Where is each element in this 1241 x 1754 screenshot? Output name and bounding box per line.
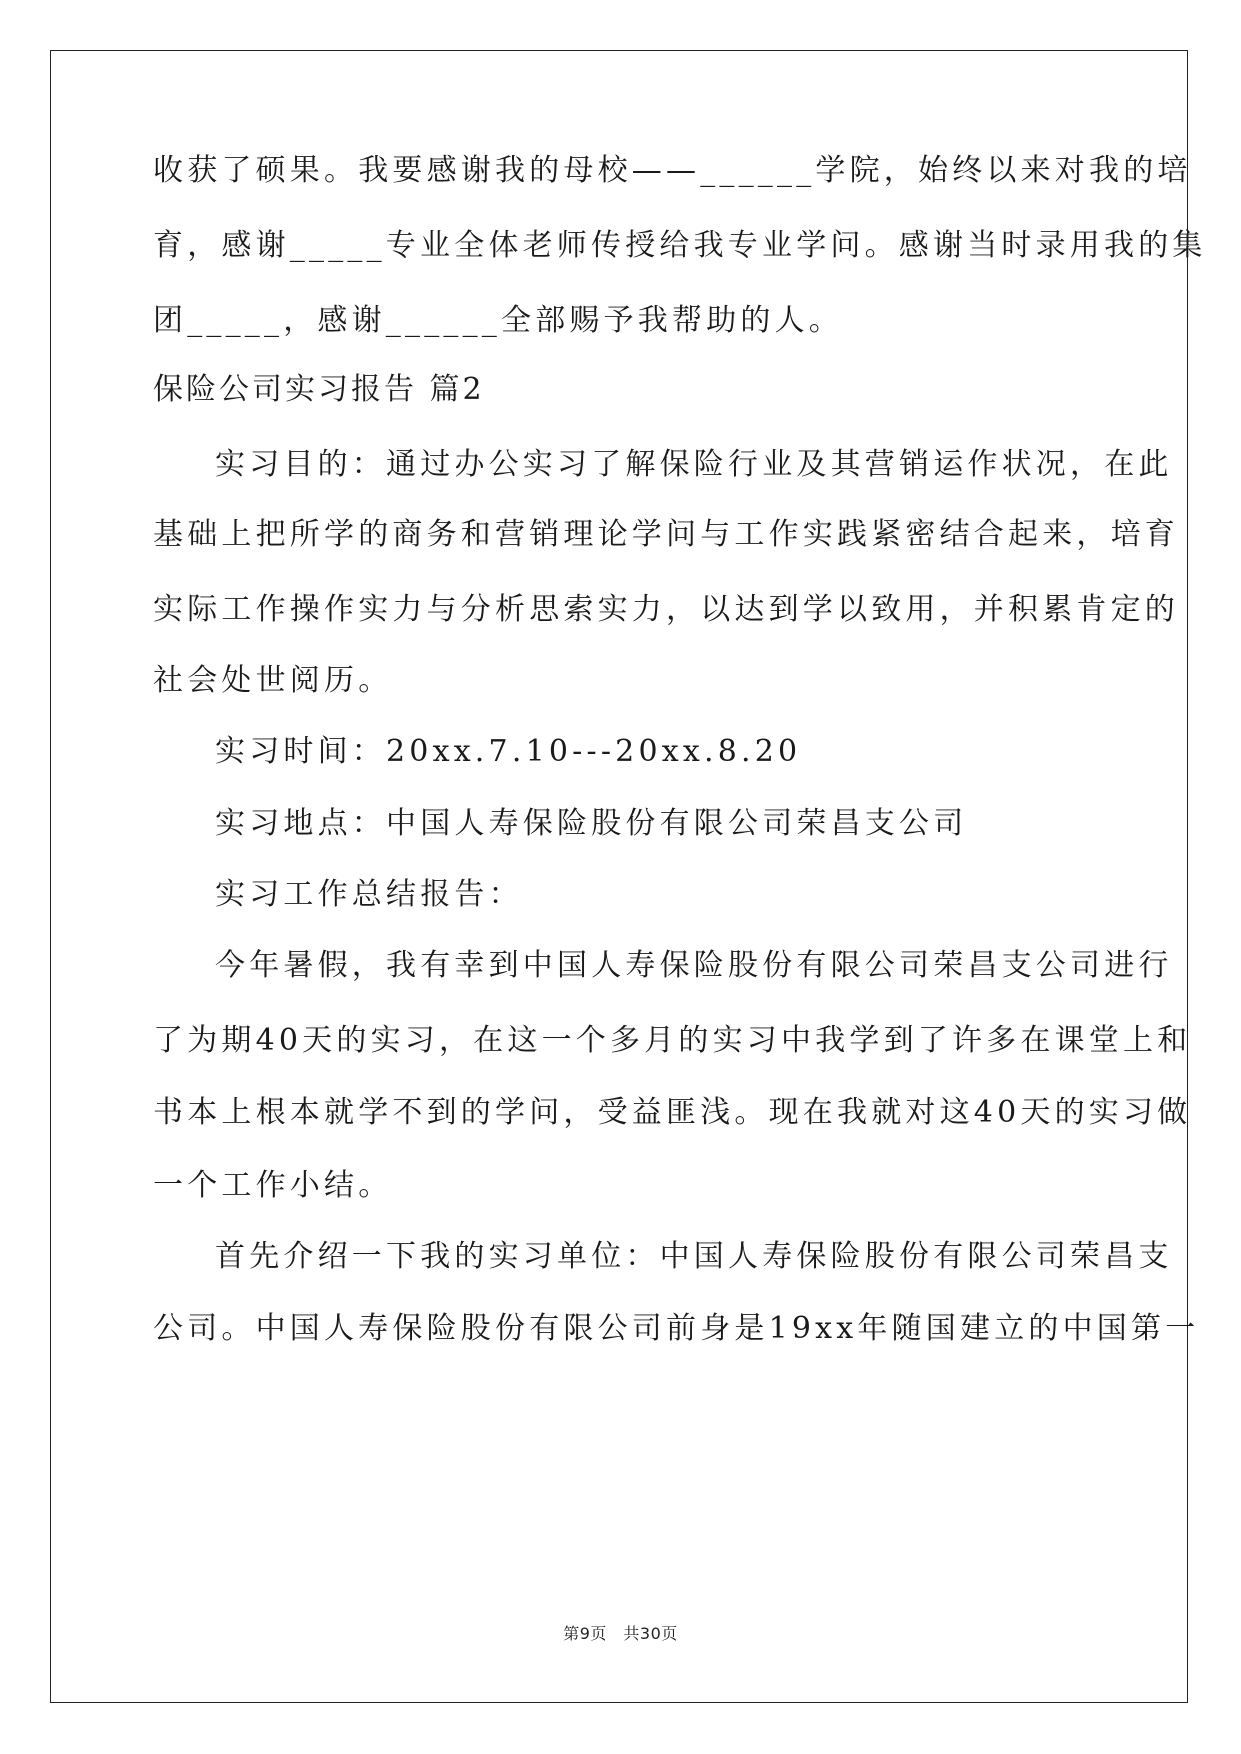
section-heading: 保险公司实习报告 篇2 xyxy=(153,372,485,407)
text-line: 了为期40天的实习，在这一个多月的实习中我学到了许多在课堂上和 xyxy=(153,1023,1192,1058)
text-line: 书本上根本就学不到的学问，受益匪浅。现在我就对这40天的实习做 xyxy=(153,1095,1192,1130)
page-number: 第9页 共30页 xyxy=(563,1624,678,1643)
text-line: 基础上把所学的商务和营销理论学问与工作实践紧密结合起来，培育 xyxy=(153,517,1179,552)
text-line: 实习目的：通过办公实习了解保险行业及其营销运作状况，在此 xyxy=(215,447,1173,482)
text-line: 育，感谢_____专业全体老师传授给我专业学问。感谢当时录用我的集 xyxy=(153,228,1207,263)
text-line: 收获了硕果。我要感谢我的母校——______学院，始终以来对我的培 xyxy=(153,153,1192,188)
text-line: 团_____，感谢______全部赐予我帮助的人。 xyxy=(153,303,843,338)
text-line: 实际工作操作实力与分析思索实力，以达到学以致用，并积累肯定的 xyxy=(153,592,1179,627)
text-line: 社会处世阅历。 xyxy=(153,663,393,698)
text-line: 一个工作小结。 xyxy=(153,1168,393,1203)
text-line: 实习工作总结报告： xyxy=(215,877,523,912)
text-line: 首先介绍一下我的实习单位：中国人寿保险股份有限公司荣昌支 xyxy=(215,1239,1173,1274)
text-line: 实习时间：20xx.7.10---20xx.8.20 xyxy=(215,734,802,769)
text-line: 公司。中国人寿保险股份有限公司前身是19xx年随国建立的中国第一 xyxy=(153,1311,1200,1346)
text-line: 今年暑假，我有幸到中国人寿保险股份有限公司荣昌支公司进行 xyxy=(215,948,1173,983)
text-line: 实习地点：中国人寿保险股份有限公司荣昌支公司 xyxy=(215,806,968,841)
